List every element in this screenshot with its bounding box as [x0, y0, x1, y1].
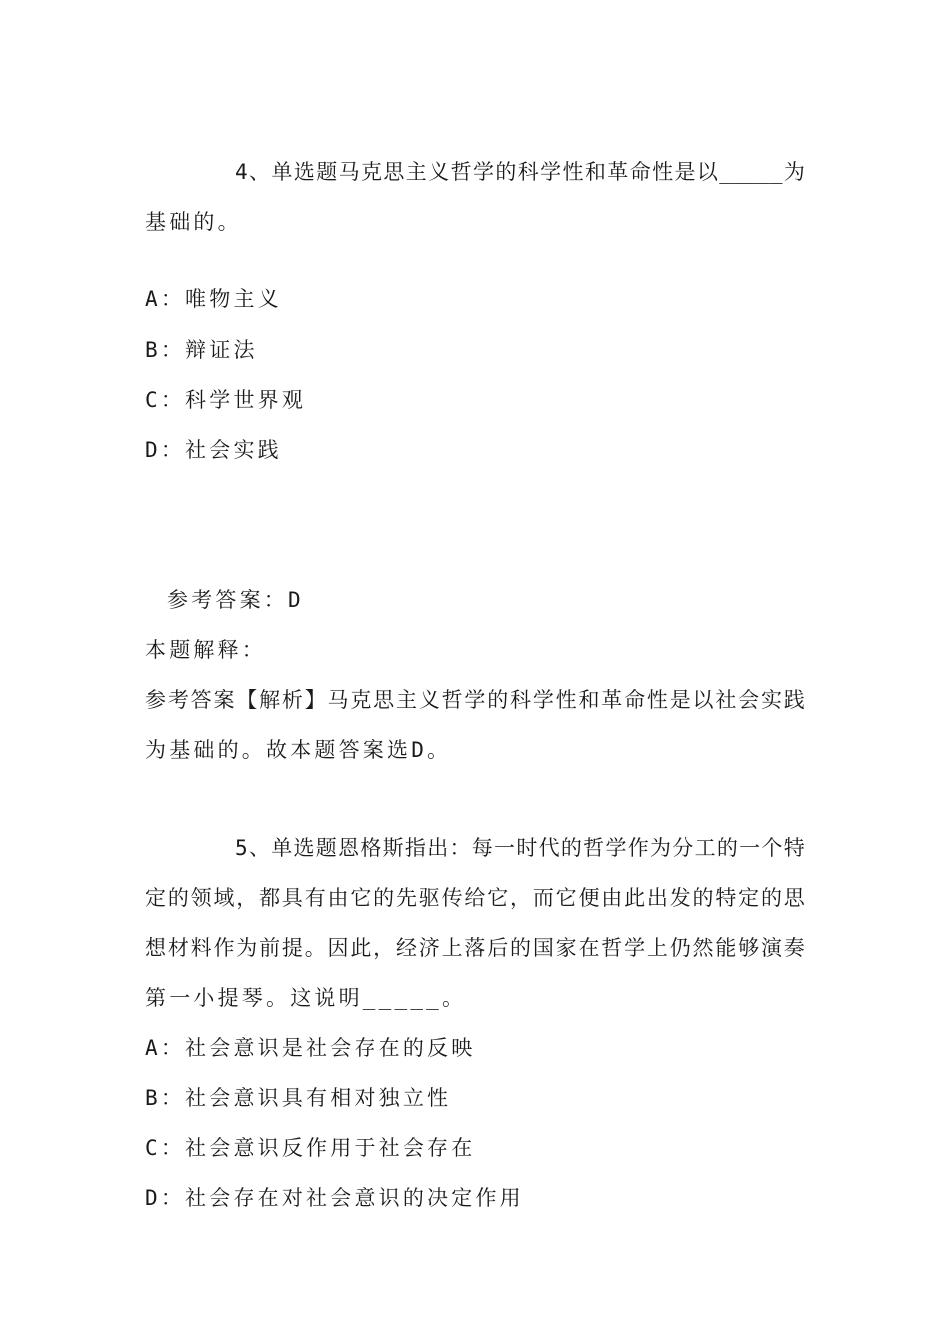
q4-stem-line-1: 4 、 单 选 题 马 克 思 主 义 哲 学 的 科 学 性 和 革 命 性 是 以 _____ 为 [235, 160, 805, 184]
q5-stem-line-2: 定 的 领 域 ， 都 具 有 由 它 的 先 驱 传 给 它 ， 而 它 便 由 此 出 发 的 特 定 的 思 [145, 886, 805, 910]
q4-option-b: B：辩证法 [145, 338, 258, 362]
q4-stem-line-2: 基础的。 [145, 210, 242, 234]
q4-explain-line-1: 参 考 答 案 【 解 析 】 马 克 思 主 义 哲 学 的 科 学 性 和 革 命 性 是 以 社 会 实 践 [145, 688, 805, 712]
q5-option-d: D：社会存在对社会意识的决定作用 [145, 1186, 524, 1210]
q5-option-a: A：社会意识是社会存在的反映 [145, 1036, 476, 1060]
q4-explain-title: 本题解释： [145, 638, 266, 662]
document-page [145, 0, 805, 1344]
q5-stem-line-1: 5 、 单 选 题 恩 格 斯 指 出 ： 每 一 时 代 的 哲 学 作 为 分 工 的 一 个 特 [235, 836, 805, 860]
q5-option-c: C：社会意识反作用于社会存在 [145, 1136, 476, 1160]
q4-answer: 参考答案：D [167, 588, 304, 612]
q5-stem-line-3: 想 材 料 作 为 前 提 。 因 此 ， 经 济 上 落 后 的 国 家 在 哲 学 上 仍 然 能 够 演 奏 [145, 936, 805, 960]
q4-option-a: A：唯物主义 [145, 287, 282, 311]
q5-option-b: B：社会意识具有相对独立性 [145, 1086, 452, 1110]
q5-stem-line-4: 第一小提琴。这说明_____。 [145, 986, 467, 1010]
q4-option-c: C：科学世界观 [145, 388, 307, 412]
q4-option-d: D：社会实践 [145, 438, 282, 462]
q4-explain-line-2: 为基础的。故本题答案选D。 [145, 738, 452, 762]
